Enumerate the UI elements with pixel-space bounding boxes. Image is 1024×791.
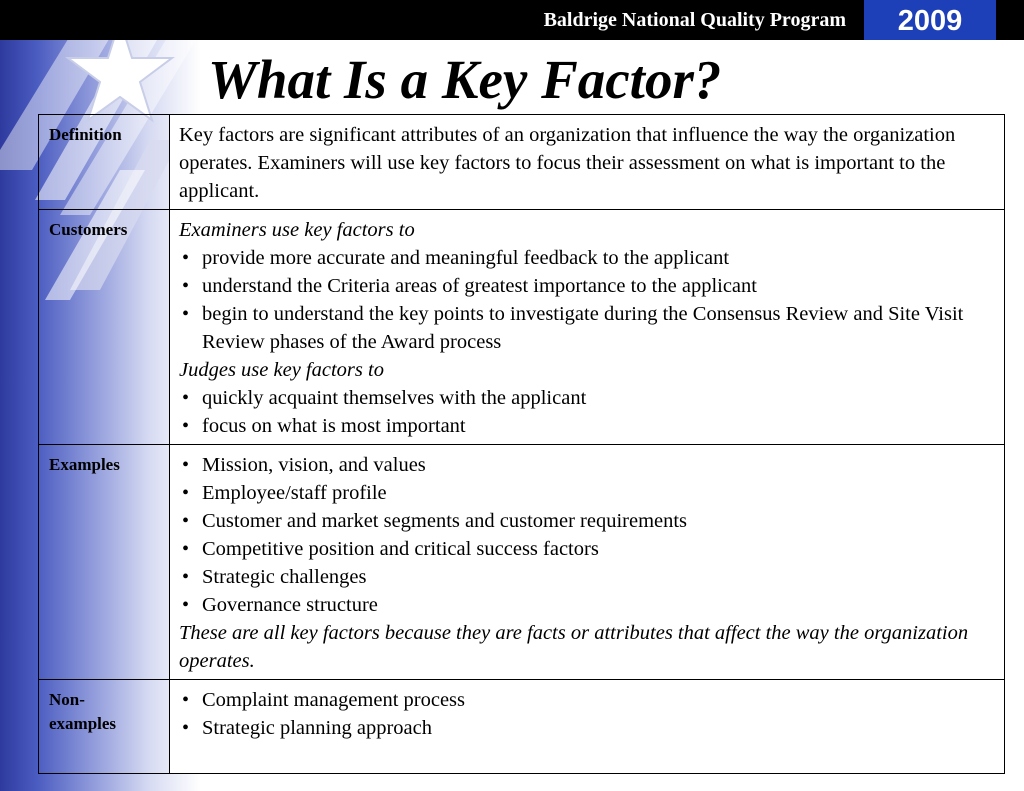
examples-cell	[170, 445, 1005, 680]
list-item: • Employee/staff profile	[179, 479, 996, 507]
non-examples-cell	[170, 680, 1005, 774]
row-label-customers: Customers	[39, 210, 170, 445]
list-item: • Strategic planning approach	[179, 714, 996, 742]
definition-text: Key factors are significant attributes of an organization that influence the way the organization operates. Examiners will use key factors to focus their assessment on what is important to the applicant.	[179, 124, 956, 202]
page-title: What Is a Key Factor?	[208, 49, 722, 110]
row-label-non-examples	[39, 680, 170, 774]
list-item: • Strategic challenges	[179, 563, 996, 591]
year-badge: 2009	[864, 0, 996, 40]
list-item: • Complaint management process	[179, 686, 996, 714]
list-item: • Customer and market segments and customer requirements	[179, 507, 996, 535]
table-row-examples	[39, 445, 1005, 680]
top-bar	[0, 0, 1024, 40]
customers-cell	[170, 210, 1005, 445]
non-examples-list	[179, 686, 996, 742]
examples-list	[179, 451, 996, 619]
judges-intro: Judges use key factors to	[179, 359, 384, 381]
examiners-intro: Examiners use key factors to	[179, 219, 415, 241]
definition-cell	[170, 115, 1005, 210]
key-factor-table	[38, 114, 1005, 774]
list-item: • begin to understand the key points to investigate during the Consensus Review and Site Visit Review phases of the Award process	[179, 300, 996, 356]
list-item: • focus on what is most important	[179, 412, 996, 440]
examiners-list	[179, 244, 996, 356]
list-item: • Governance structure	[179, 591, 996, 619]
judges-list	[179, 384, 996, 440]
list-item: • provide more accurate and meaningful feedback to the applicant	[179, 244, 996, 272]
table-row-definition	[39, 115, 1005, 210]
list-item: • Competitive position and critical success factors	[179, 535, 996, 563]
list-item: • understand the Criteria areas of greatest importance to the applicant	[179, 272, 996, 300]
row-label-definition: Definition	[39, 115, 170, 210]
list-item: • quickly acquaint themselves with the applicant	[179, 384, 996, 412]
row-label-examples: Examples	[39, 445, 170, 680]
non-examples-label-line1: Non-	[49, 690, 85, 709]
non-examples-label-line2: examples	[49, 714, 117, 733]
list-item: • Mission, vision, and values	[179, 451, 996, 479]
examples-note: These are all key factors because they are facts or attributes that affect the way the organization operates.	[179, 622, 969, 672]
table-row-customers	[39, 210, 1005, 445]
program-name: Baldrige National Quality Program	[543, 9, 846, 31]
table-row-non-examples	[39, 680, 1005, 774]
